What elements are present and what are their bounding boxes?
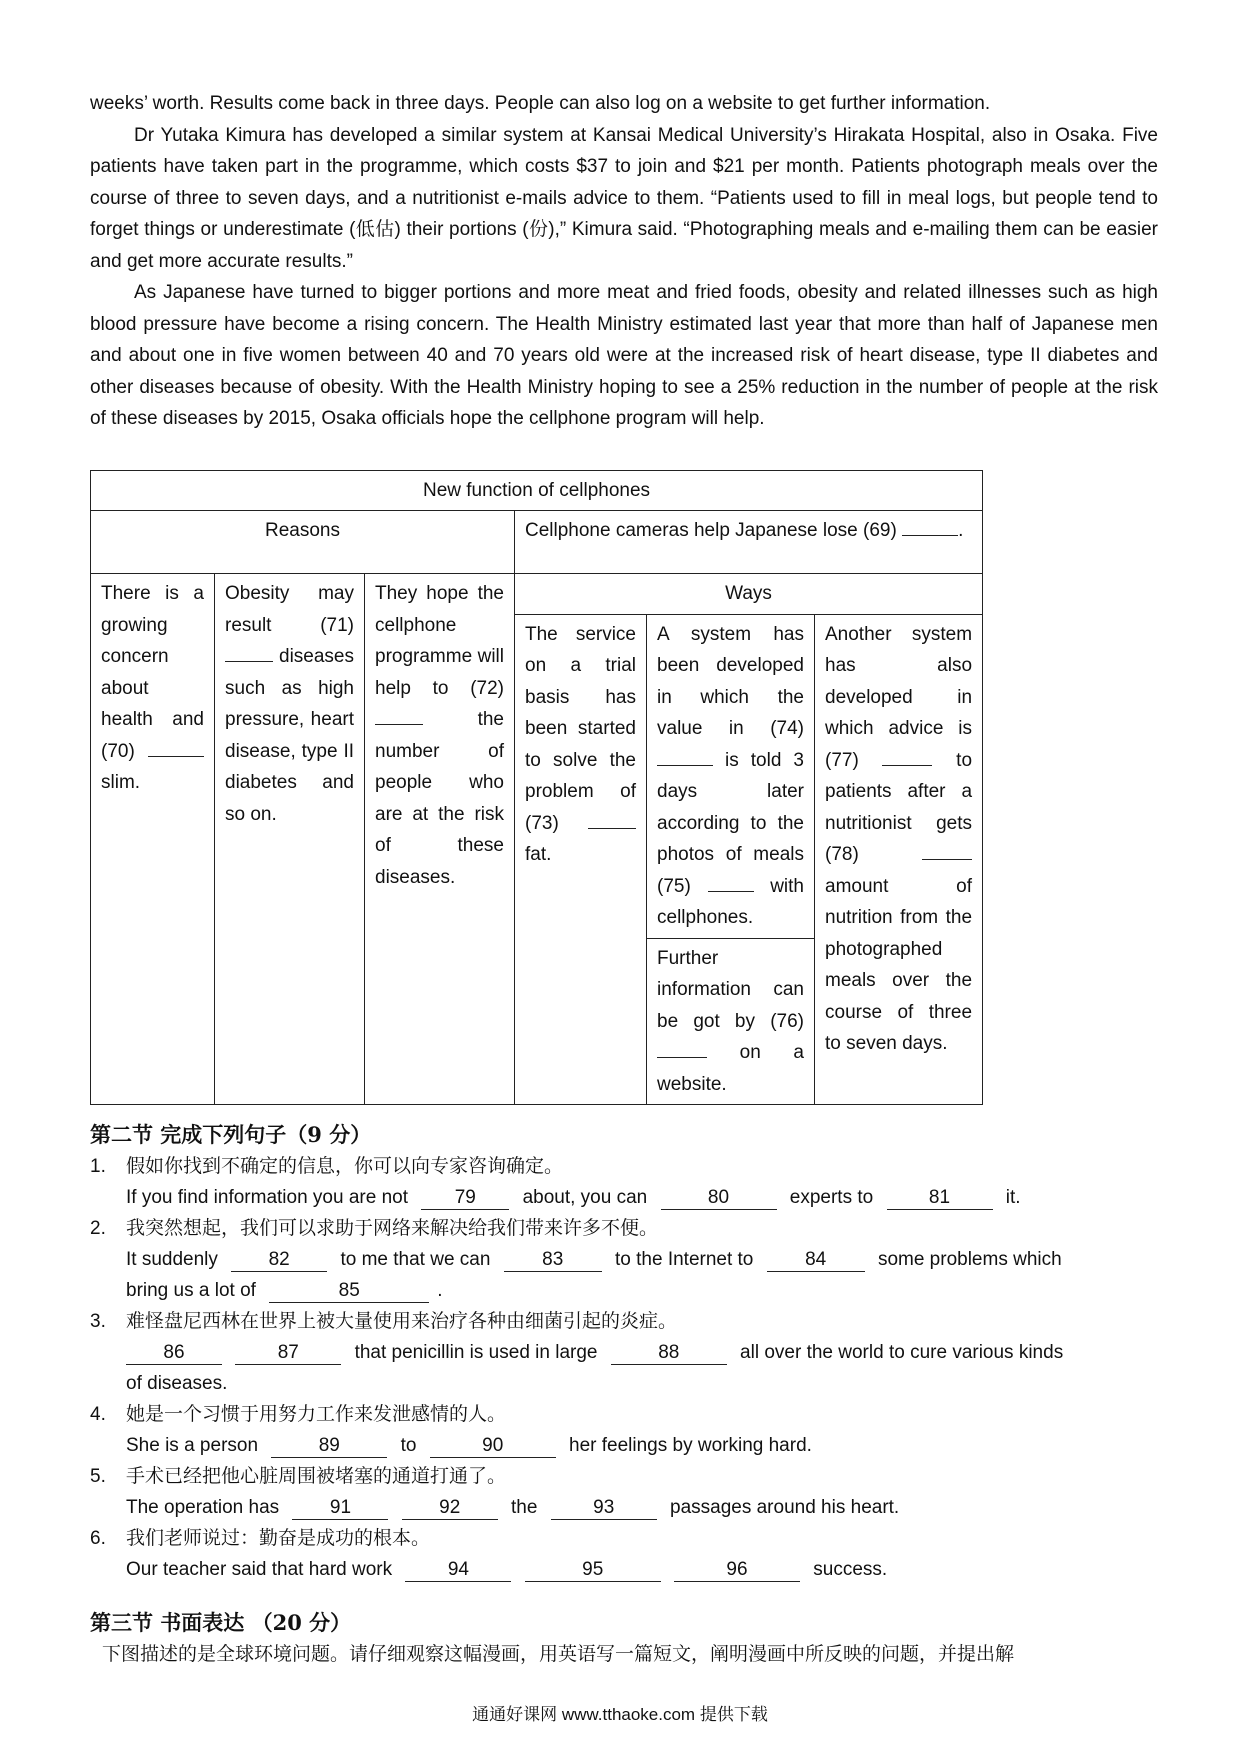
sentence-part: her feelings by working hard.: [569, 1435, 812, 1456]
blank-78[interactable]: [922, 839, 972, 860]
passage-paragraph-1: weeks’ worth. Results come back in three days. People can also log on a website to get further information.: [90, 93, 991, 114]
sentence-part: passages around his heart.: [670, 1497, 900, 1518]
document-page: [90, 88, 1158, 1670]
answer-blank-93[interactable]: 93: [551, 1497, 657, 1520]
sentence-part: that penicillin is used in large: [354, 1342, 598, 1363]
sentence-part: all over the world to cure various kinds: [740, 1342, 1064, 1363]
blank-75[interactable]: [708, 871, 754, 892]
answer-blank-92[interactable]: 92: [402, 1497, 498, 1520]
reason-3-text: They hope the cellphone programme will help to (72): [375, 583, 504, 699]
question-number: 5.: [90, 1466, 106, 1487]
blank-72[interactable]: [375, 704, 423, 725]
reason-cell-3: [365, 574, 515, 1105]
answer-blank-81[interactable]: 81: [887, 1187, 993, 1210]
question-2: [90, 1213, 1158, 1306]
answer-blank-90[interactable]: 90: [430, 1435, 556, 1458]
answer-blank-84[interactable]: 84: [767, 1249, 865, 1272]
sentence-part: If you find information you are not: [126, 1187, 408, 1208]
question-1: [90, 1151, 1158, 1213]
reason-cell-1: [91, 574, 215, 1105]
blank-73[interactable]: [588, 808, 636, 829]
section-2-title: 第二节 完成下列句子（9 分）: [90, 1122, 372, 1147]
section-3-title: 第三节 书面表达 （20 分）: [90, 1610, 352, 1635]
ways-header: Ways: [515, 574, 983, 615]
way-2-text: A system has been developed in which the value in (74): [657, 623, 804, 739]
sentence-part: It suddenly: [126, 1249, 218, 1270]
question-chinese: 我们老师说过：勤奋是成功的根本。: [126, 1528, 431, 1549]
sentence-part: it.: [1005, 1187, 1021, 1208]
sentence-part: success.: [813, 1559, 888, 1580]
question-number: 1.: [90, 1156, 106, 1177]
answer-blank-94[interactable]: 94: [405, 1559, 511, 1582]
sentence-part: She is a person: [126, 1435, 259, 1456]
reasons-header: Reasons: [91, 511, 515, 574]
blank-76[interactable]: [657, 1037, 707, 1058]
writing-prompt: 下图描述的是全球环境问题。请仔细观察这幅漫画，用英语写一篇短文，阐明漫画中所反映的问题，并提出解: [102, 1644, 1015, 1665]
table-title: New function of cellphones: [91, 470, 983, 511]
answer-blank-86[interactable]: 86: [126, 1342, 222, 1365]
answer-blank-79[interactable]: 79: [421, 1187, 509, 1210]
blank-70[interactable]: [148, 736, 204, 757]
summary-table: [90, 470, 983, 1106]
way-3-text: Further information can be got by (76): [657, 947, 804, 1032]
answer-blank-80[interactable]: 80: [661, 1187, 777, 1210]
question-6: [90, 1523, 1158, 1585]
sentence-part: the: [511, 1497, 538, 1518]
sentence-part: to: [400, 1435, 417, 1456]
way-1-text: The service on a trial basis has been started to solve the problem of (73): [525, 623, 636, 834]
blank-69[interactable]: [902, 515, 958, 536]
blank-77[interactable]: [882, 745, 932, 766]
sentence-part: some problems which: [877, 1249, 1062, 1270]
blank-74[interactable]: [657, 745, 713, 766]
main-idea-text: Cellphone cameras help Japanese lose (69): [525, 520, 897, 541]
way-2-tail: with cellphones.: [657, 875, 804, 928]
passage-paragraph-2: Dr Yutaka Kimura has developed a similar system at Kansai Medical University’s Hirakata Hospital, also in Osaka. Five patients have taken part in the programme, which costs $37 to join and $21 per month. Patients photograph meals over the course of three to seven days, and a nutritionist e-mails advice to them. “Patients used to fill in meal logs, but people tend to forget things or underestimate (低估) their portions (份),” Kimura said. “Photographing meals and e-mailing them can be easier and get more accurate results.”: [90, 124, 1158, 272]
question-number: 4.: [90, 1404, 106, 1425]
question-3: [90, 1306, 1158, 1399]
answer-blank-89[interactable]: 89: [271, 1435, 387, 1458]
answer-blank-95[interactable]: 95: [525, 1559, 661, 1582]
way-cell-3: [647, 938, 815, 1105]
reason-2-text: Obesity may result (71): [225, 583, 354, 636]
question-number: 3.: [90, 1311, 106, 1332]
question-number: 2.: [90, 1218, 106, 1239]
question-chinese: 手术已经把他心脏周围被堵塞的通道打通了。: [126, 1466, 507, 1487]
sentence-part: .: [437, 1280, 443, 1301]
sentence-part: The operation has: [126, 1497, 280, 1518]
answer-blank-91[interactable]: 91: [292, 1497, 388, 1520]
page-footer: 通通好课网 www.tthaoke.com 提供下载: [472, 1705, 768, 1724]
reason-2-tail: diseases such as high pressure, heart disease, type II diabetes and so on.: [225, 646, 354, 825]
way-4-mid: to patients after a nutritionist gets (78): [825, 749, 973, 865]
passage-paragraph-3: As Japanese have turned to bigger portions and more meat and fried foods, obesity and related illnesses such as high blood pressure have become a rising concern. The Health Ministry estimated last year that more than half of Japanese men and about one in five women between 40 and 70 years old were at the increased risk of heart disease, type II diabetes and other diseases because of obesity. With the Health Ministry hoping to see a 25% reduction in the number of people at the risk of these diseases by 2015, Osaka officials hope the cellphone program will help.: [90, 282, 1158, 429]
reason-cell-2: [215, 574, 365, 1105]
sentence-part: Our teacher said that hard work: [126, 1559, 393, 1580]
sentence-part: experts to: [789, 1187, 874, 1208]
question-chinese: 假如你找到不确定的信息，你可以向专家咨询确定。: [126, 1156, 564, 1177]
answer-blank-87[interactable]: 87: [235, 1342, 341, 1365]
sentence-part: to the Internet to: [615, 1249, 754, 1270]
reason-1-text: There is a growing concern about health and (70): [101, 583, 204, 762]
way-4-text: Another system has also developed in which advice is (77): [825, 623, 973, 771]
reason-3-tail: the number of people who are at the risk of these diseases.: [375, 709, 504, 888]
blank-71[interactable]: [225, 641, 273, 662]
way-cell-4: [815, 614, 983, 1105]
way-cell-2: [647, 614, 815, 938]
question-number: 6.: [90, 1528, 106, 1549]
reason-1-tail: slim.: [101, 772, 141, 793]
sentence-part: about, you can: [522, 1187, 648, 1208]
sentence-part: to me that we can: [340, 1249, 491, 1270]
question-chinese: 难怪盘尼西林在世界上被大量使用来治疗各种由细菌引起的炎症。: [126, 1311, 678, 1332]
way-2-mid: is told 3 days later according to the photos of meals (75): [657, 749, 805, 897]
sentence-part: bring us a lot of: [126, 1280, 256, 1301]
question-chinese: 她是一个习惯于用努力工作来发泄感情的人。: [126, 1404, 507, 1425]
answer-blank-85[interactable]: 85: [269, 1280, 429, 1303]
answer-blank-83[interactable]: 83: [504, 1249, 602, 1272]
main-idea-cell: Cellphone cameras help Japanese lose (69) .: [515, 511, 983, 574]
sentence-part: of diseases.: [126, 1373, 228, 1394]
question-4: [90, 1399, 1158, 1461]
way-cell-1: [515, 614, 647, 1105]
question-5: [90, 1461, 1158, 1523]
answer-blank-96[interactable]: 96: [674, 1559, 800, 1582]
answer-blank-88[interactable]: 88: [611, 1342, 727, 1365]
way-4-tail: amount of nutrition from the photographed meals over the course of three to seven days.: [825, 875, 973, 1054]
way-1-tail: fat.: [525, 844, 552, 865]
question-chinese: 我突然想起，我们可以求助于网络来解决给我们带来许多不便。: [126, 1218, 659, 1239]
answer-blank-82[interactable]: 82: [231, 1249, 327, 1272]
way-3-tail: on a website.: [657, 1042, 805, 1095]
